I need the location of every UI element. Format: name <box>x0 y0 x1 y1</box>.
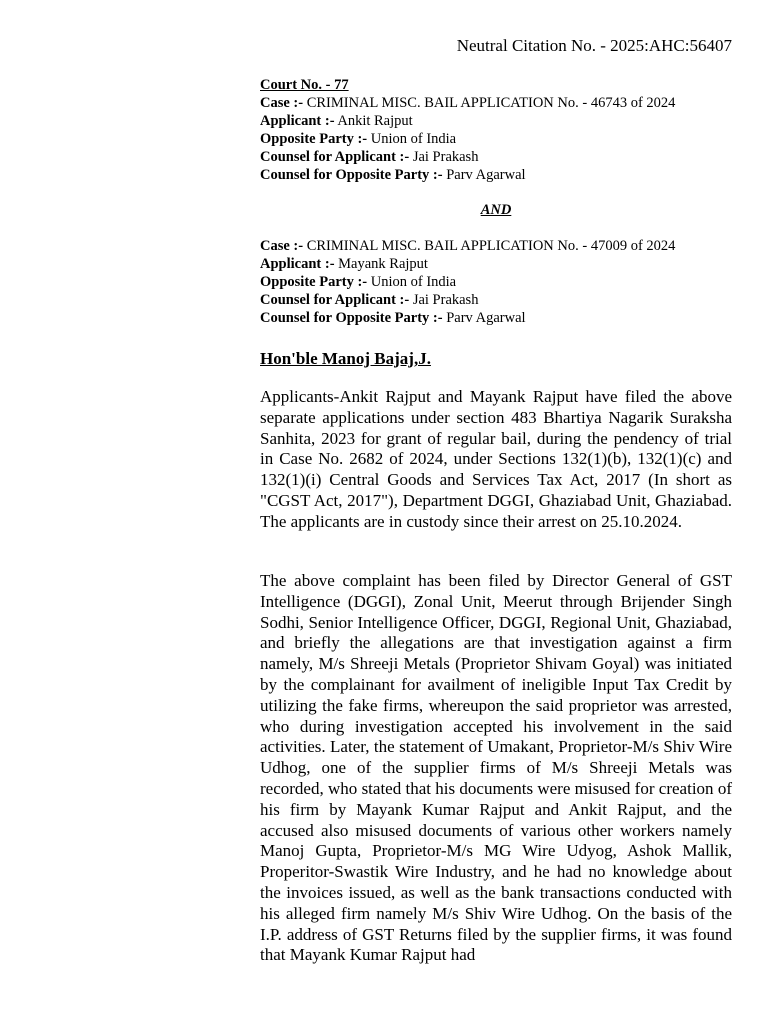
counsel-applicant-line <box>260 148 732 166</box>
counsel-opposite-line <box>260 309 732 327</box>
counsel-applicant-line <box>260 291 732 309</box>
counsel-applicant-label: Counsel for Applicant :- <box>260 292 410 308</box>
counsel-opposite-line <box>260 166 732 184</box>
applicant-value: Ankit Rajput <box>337 113 413 129</box>
judge-name: Hon'ble Manoj Bajaj,J. <box>260 349 431 368</box>
counsel-opposite-value: Parv Agarwal <box>446 167 526 183</box>
opposite-party-label: Opposite Party :- <box>260 131 368 147</box>
counsel-opposite-label: Counsel for Opposite Party :- <box>260 310 443 326</box>
counsel-opposite-value: Parv Agarwal <box>446 310 526 326</box>
case-block-1 <box>260 76 732 184</box>
applicant-label: Applicant :- <box>260 113 335 129</box>
court-number: Court No. - 77 <box>260 77 349 93</box>
opposite-party-line <box>260 130 732 148</box>
case-label: Case :- <box>260 238 304 254</box>
applicant-label: Applicant :- <box>260 256 335 272</box>
case-value: CRIMINAL MISC. BAIL APPLICATION No. - 46743 of 2024 <box>306 95 676 111</box>
paragraph-1: Applicants-Ankit Rajput and Mayank Rajput have filed the above separate applications under section 483 Bhartiya Nagarik Suraksha Sanhita, 2023 for grant of regular bail, during the pendency of trial in Case No. 2682 of 2024, under Sections 132(1)(b), 132(1)(c) and 132(1)(i) Central Goods and Services Tax Act, 2017 (In short as "CGST Act, 2017"), Department DGGI, Ghaziabad Unit, Ghaziabad. The applicants are in custody since their arrest on 25.10.2024. <box>260 387 732 531</box>
counsel-applicant-label: Counsel for Applicant :- <box>260 149 410 165</box>
opposite-party-value: Union of India <box>370 131 457 147</box>
applicant-line <box>260 255 732 273</box>
case-line <box>260 94 732 112</box>
case-label: Case :- <box>260 95 304 111</box>
opposite-party-label: Opposite Party :- <box>260 274 368 290</box>
counsel-applicant-value: Jai Prakash <box>412 149 479 165</box>
and-separator: AND <box>480 202 512 218</box>
paragraph-2: The above complaint has been filed by Director General of GST Intelligence (DGGI), Zonal Unit, Meerut through Brijender Singh Sodhi, Senior Intelligence Officer, DGGI, Regional Unit, Ghaziabad, and briefly the allegations are that investigation against a firm namely, M/s Shreeji Metals (Proprietor Shivam Goyal) was initiated by the complainant for availment of ineligible Input Tax Credit by utilizing the fake firms, whereupon the said proprietor was arrested, who during investigation accepted his involvement in the said activities. Later, the statement of Umakant, Proprietor-M/s Shiv Wire Udhog, one of the supplier firms of M/s Shreeji Metals was recorded, who stated that his documents were misused for creation of his firm by Mayank Kumar Rajput and Ankit Rajput, and the accused also misused documents of various other workers namely Manoj Gupta, Proprietor-M/s MG Wire Udyog, Ashok Mallik, Properitor-Swastik Wire Industry, and he had no knowledge about the invoices issued, as well as the bank transactions conducted with his alleged firm namely M/s Shiv Wire Udhog. On the basis of the I.P. address of GST Returns filed by the supplier firms, it was found that Mayank Kumar Rajput had <box>260 571 732 965</box>
neutral-citation: Neutral Citation No. - 2025:AHC:56407 <box>456 36 732 55</box>
applicant-line <box>260 112 732 130</box>
case-line <box>260 237 732 255</box>
applicant-value: Mayank Rajput <box>338 256 428 272</box>
counsel-applicant-value: Jai Prakash <box>412 292 479 308</box>
opposite-party-line <box>260 273 732 291</box>
counsel-opposite-label: Counsel for Opposite Party :- <box>260 167 443 183</box>
case-block-2 <box>260 237 732 327</box>
opposite-party-value: Union of India <box>370 274 457 290</box>
case-value: CRIMINAL MISC. BAIL APPLICATION No. - 47009 of 2024 <box>306 238 676 254</box>
